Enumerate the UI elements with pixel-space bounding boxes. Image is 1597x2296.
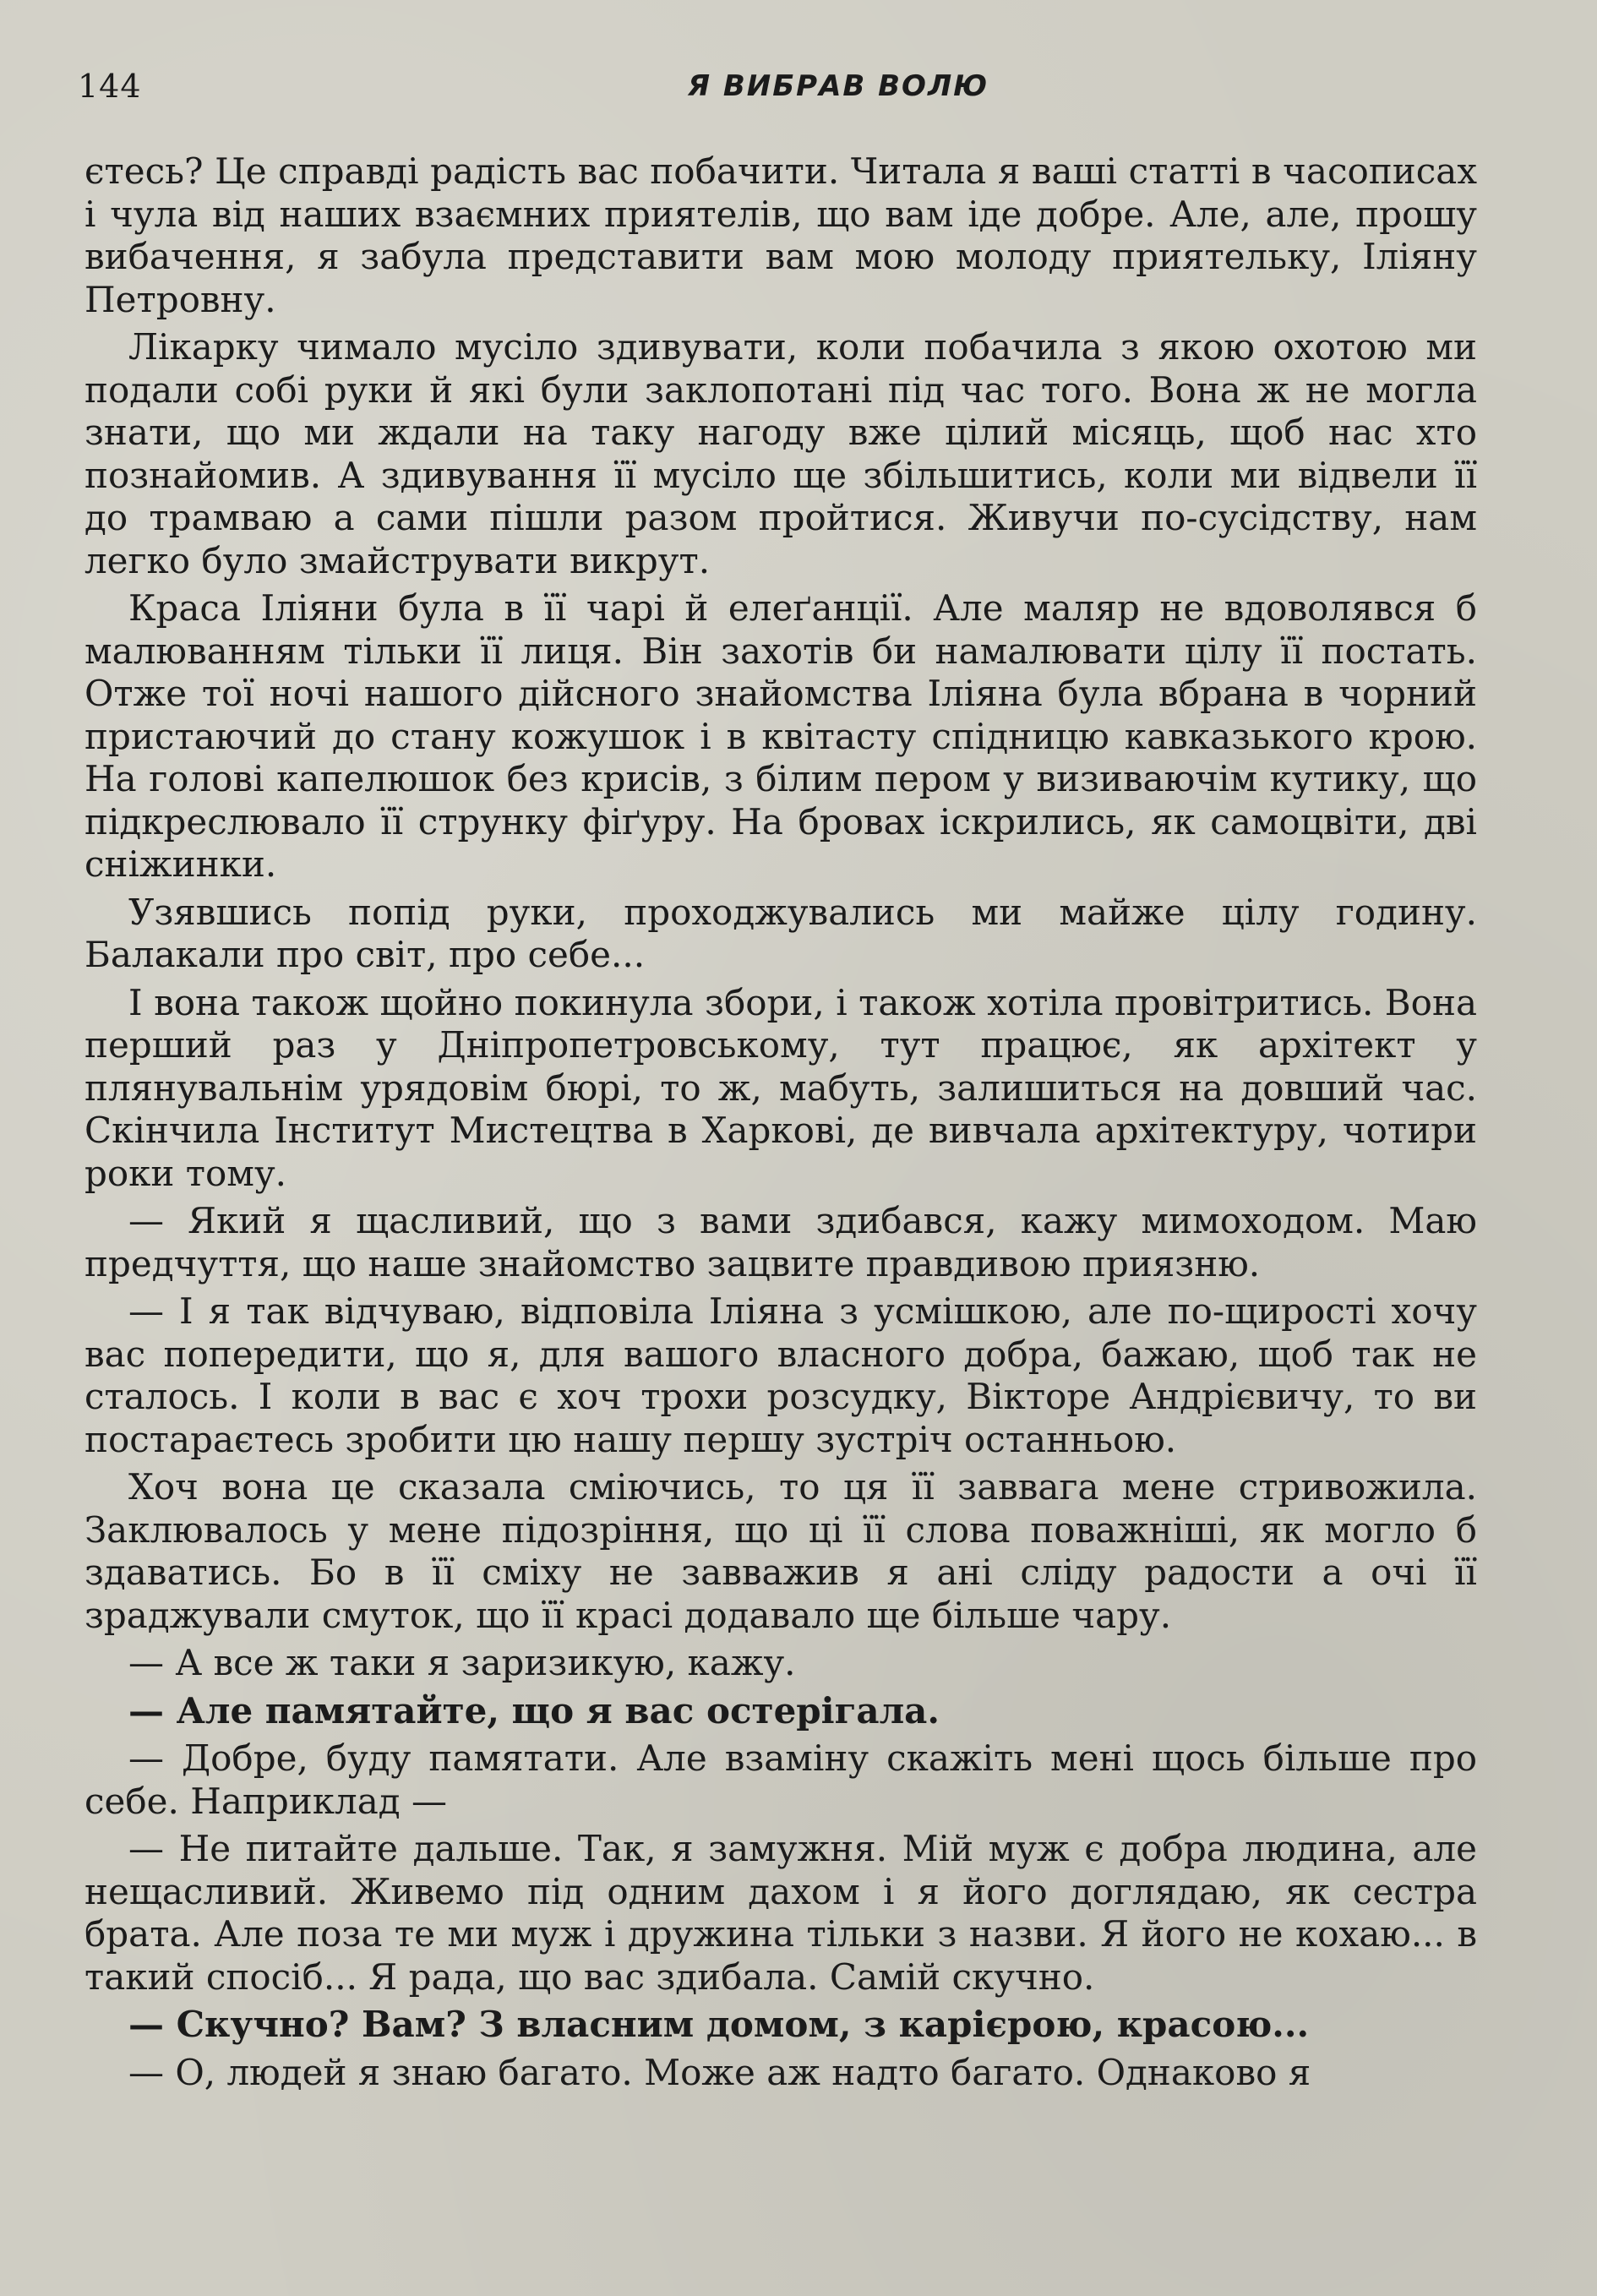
page-number: 144	[78, 68, 142, 105]
paragraph-6: Хоч вона це сказала сміючись, то ця її заввага мене стривожила. Заклювалось у мене підозріння, що ці її слова поважніші, як могло б здаватись. Бо в її сміху не завважив я ані сліду радости а очі її зраджували смуток, що її красі додавало ще більше чару.	[84, 1466, 1477, 1636]
dialogue-line-4: — Але памятайте, що я вас остерігала.	[128, 1689, 940, 1732]
dialogue-line-8: — О, людей я знаю багато. Може аж надто багато. Однаково я	[128, 2051, 1311, 2093]
dialogue-line-6: — Не питайте дальше. Так, я замужня. Мій муж є добра людина, але нещасливий. Живемо під одним дахом і я його доглядаю, як сестра брата. Але поза те ми муж і дружина тільки з назви. Я його не кохаю... в такий спосіб... Я рада, що вас здибала. Самій скучно.	[84, 1828, 1477, 1998]
paragraph-5: І вона також щойно покинула збори, і також хотіла провітритись. Вона перший раз у Дніпропетровському, тут працює, як архітект у плянувальнім урядовім бюрі, то ж, мабуть, залишиться на довший час. Скінчила Інститут Мистецтва в Харкові, де вивчала архітектуру, чотири роки тому.	[84, 981, 1477, 1194]
dialogue-line-3: — А все ж таки я заризикую, кажу.	[128, 1642, 796, 1683]
running-header	[78, 68, 1480, 118]
paragraph-3: Краса Іліяни була в її чарі й елеґанції. Але маляр не вдоволявся б малюванням тільки її лиця. Він захотів би намалювати цілу її постать. Отже тої ночі нашого дійсного знайомства Іліяна була вбрана в чорний пристаючий до стану кожушок і в квітасту спідницю кавказького крою. На голові капелюшок без крисів, з білим пером у визиваючім кутику, що підкреслювало її струнку фіґуру. На бровах іскрились, як самоцвіти, дві сніжинки.	[84, 587, 1477, 885]
paragraph-1: єтесь? Це справді радість вас побачити. Читала я ваші статті в часописах і чула від наших взаємних приятелів, що вам іде добре. Але, але, прошу вибачення, я забула представити вам мою молоду приятельку, Іліяну Петровну.	[84, 150, 1477, 320]
dialogue-line-7: — Скучно? Вам? З власним домом, з карієрою, красою...	[128, 2004, 1310, 2045]
dialogue-line-2: — І я так відчуваю, відповіла Іліяна з усмішкою, але по-щирості хочу вас попередити, що я, для вашого власного добра, бажаю, щоб так не сталось. І коли в вас є хоч трохи розсудку, Вікторе Андрієвичу, то ви постараєтесь зробити цю нашу першу зустріч останньою.	[84, 1290, 1477, 1460]
book-title: Я ВИБРАВ ВОЛЮ	[687, 69, 989, 103]
paragraph-2: Лікарку чимало мусіло здивувати, коли побачила з якою охотою ми подали собі руки й які були заклопотані під час того. Вона ж не могла знати, що ми ждали на таку нагоду вже цілий місяць, щоб нас хто познайомив. А здивування її мусіло ще збільшитись, коли ми відвели її до трамваю а сами пішли разом пройтися. Живучи по-сусідству, нам легко було змайструвати викрут.	[84, 326, 1477, 581]
dialogue-line-1: — Який я щасливий, що з вами здибався, кажу мимоходом. Маю предчуття, що наше знайомство зацвите правдивою приязню.	[84, 1200, 1477, 1284]
body-text	[84, 150, 1477, 2099]
paragraph-4: Узявшись попід руки, проходжувались ми майже цілу годину. Балакали про світ, про себе...	[84, 891, 1477, 975]
dialogue-line-5: — Добре, буду памятати. Але взаміну скажіть мені щось більше про себе. Наприклад —	[84, 1737, 1477, 1822]
